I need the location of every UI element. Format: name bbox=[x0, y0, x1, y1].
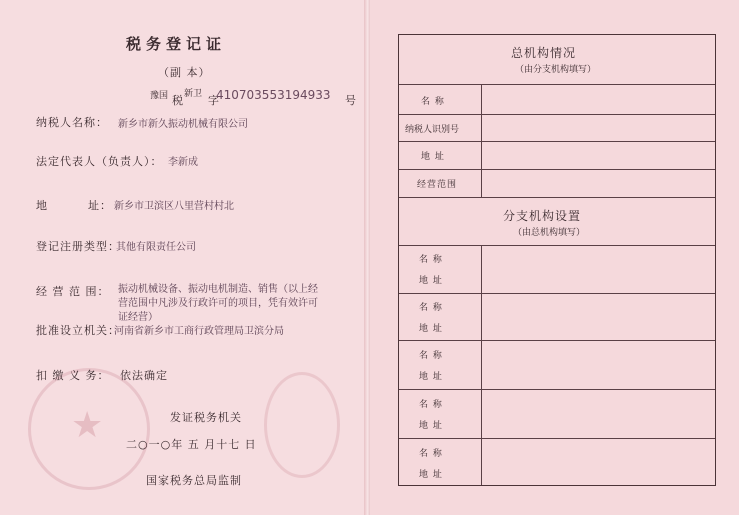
regtype-value: 其他有限责任公司 bbox=[116, 242, 196, 253]
divider bbox=[399, 438, 715, 439]
star-icon: ★ bbox=[71, 405, 104, 446]
rep-value: 李新成 bbox=[168, 157, 198, 168]
reg-char-1: 税 bbox=[172, 94, 183, 107]
address-label-2: 址： bbox=[88, 199, 112, 212]
certificate-title: 税务登记证 bbox=[126, 35, 227, 53]
address-value: 新乡市卫滨区八里营村村北 bbox=[114, 201, 234, 212]
rep-label: 法定代表人（负责人）： bbox=[36, 155, 163, 168]
address-label-1: 地 bbox=[36, 199, 48, 212]
hq-note: （由分支机构填写） bbox=[515, 65, 597, 75]
reg-char-2: 新卫 bbox=[184, 89, 203, 99]
official-seal-emboss bbox=[28, 368, 150, 490]
branch-name-label: 名 称 bbox=[419, 351, 443, 361]
divider bbox=[481, 84, 482, 197]
branch-addr-label: 地 址 bbox=[419, 470, 443, 480]
approval-value: 河南省新乡市工商行政管理局卫滨分局 bbox=[114, 326, 284, 337]
scope-label: 经 营 范 围： bbox=[36, 285, 110, 298]
branch-name-label: 名 称 bbox=[419, 255, 443, 265]
branch-addr-label: 地 址 bbox=[419, 324, 443, 334]
certificate-subtitle: （副 本） bbox=[158, 66, 211, 79]
divider bbox=[399, 340, 715, 341]
hq-taxid-label: 纳税人识别号 bbox=[405, 125, 460, 135]
branch-addr-label: 地 址 bbox=[419, 372, 443, 382]
regtype-label: 登记注册类型： bbox=[36, 240, 120, 253]
branch-addr-label: 地 址 bbox=[419, 276, 443, 286]
hq-address-label: 地 址 bbox=[421, 152, 445, 162]
divider bbox=[399, 197, 715, 198]
issue-date: 二○一○年 五 月十七 日 bbox=[126, 438, 257, 451]
branch-addr-label: 地 址 bbox=[419, 421, 443, 431]
branch-name-label: 名 称 bbox=[419, 449, 443, 459]
issuer: 发证税务机关 bbox=[170, 411, 242, 424]
approval-label: 批准设立机关： bbox=[36, 324, 120, 337]
divider bbox=[399, 84, 715, 85]
supervisor: 国家税务总局监制 bbox=[146, 474, 242, 487]
divider bbox=[399, 114, 715, 115]
divider bbox=[399, 389, 715, 390]
scope-line: 振动机械设备、振动电机制造、销售（以上经 bbox=[118, 284, 318, 295]
branch-title: 分支机构设置 bbox=[503, 209, 582, 223]
divider bbox=[399, 169, 715, 170]
left-page bbox=[0, 0, 366, 515]
hq-scope-label: 经营范围 bbox=[417, 180, 458, 190]
scope-line: 证经营） bbox=[118, 312, 158, 323]
divider bbox=[399, 245, 715, 246]
branch-info-table bbox=[398, 34, 716, 486]
scope-line: 营范围中凡涉及行政许可的项目，凭有效许可 bbox=[118, 298, 318, 309]
divider bbox=[481, 245, 482, 485]
taxpayer-label: 纳税人名称： bbox=[36, 116, 108, 129]
branch-note: （由总机构填写） bbox=[513, 228, 586, 238]
divider bbox=[399, 293, 715, 294]
hq-name-label: 名 称 bbox=[421, 97, 445, 107]
branch-name-label: 名 称 bbox=[419, 400, 443, 410]
divider bbox=[399, 141, 715, 142]
duty-value: 依法确定 bbox=[120, 369, 168, 382]
branch-name-label: 名 称 bbox=[419, 303, 443, 313]
reg-prefix: 豫国 bbox=[150, 91, 169, 101]
official-seal-emboss-2 bbox=[264, 372, 340, 478]
reg-suffix: 号 bbox=[345, 94, 356, 107]
duty-label: 扣 缴 义 务： bbox=[36, 369, 110, 382]
hq-title: 总机构情况 bbox=[511, 46, 577, 60]
taxpayer-value: 新乡市新久振动机械有限公司 bbox=[118, 119, 248, 130]
reg-char-3: 字 bbox=[208, 94, 219, 107]
reg-number: 410703553194933 bbox=[216, 88, 331, 102]
